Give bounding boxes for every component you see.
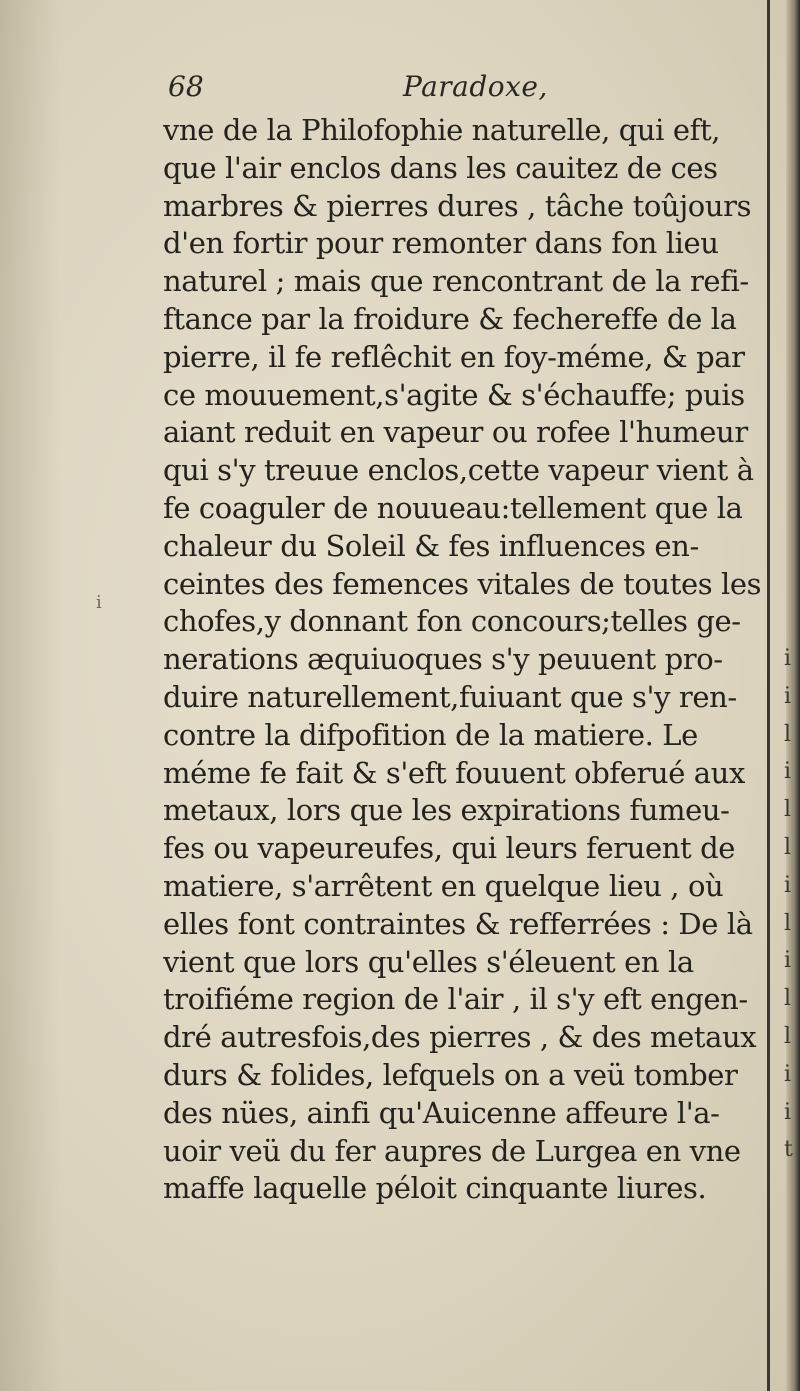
- text-line: maffe laquelle péloit cinquante liures.: [163, 1171, 707, 1206]
- text-line: duire naturellement,fuiuant que s'y ren-: [163, 679, 737, 714]
- facing-page-fragment: t: [784, 1137, 793, 1163]
- facing-page-fragment: i: [784, 759, 792, 785]
- body-text: [163, 112, 777, 1208]
- facing-page-fragment: l: [784, 834, 792, 860]
- text-line: chofes,y donnant fon concours;telles ge-: [163, 604, 741, 639]
- text-line: d'en fortir pour remonter dans fon lieu: [163, 226, 719, 261]
- facing-page-fragment: l: [784, 986, 792, 1012]
- facing-page-fragment: i: [784, 1061, 792, 1087]
- text-line: matiere, s'arrêtent en quelque lieu , où: [163, 868, 724, 903]
- text-line: chaleur du Soleil & fes influences en-: [163, 528, 699, 563]
- text-line: méme fe fait & s'eft fouuent obferué aux: [163, 755, 745, 790]
- page-number: 68: [168, 70, 204, 103]
- facing-page-fragment: i: [784, 872, 792, 898]
- facing-page-fragments: [784, 640, 798, 1169]
- facing-page-fragment: l: [784, 910, 792, 936]
- text-line: uoir veü du fer aupres de Lurgea en vne: [163, 1133, 741, 1168]
- text-line: troifiéme region de l'air , il s'y eft engen-: [163, 982, 748, 1017]
- text-line: aiant reduit en vapeur ou rofee l'humeur: [163, 415, 748, 450]
- facing-page-fragment: i: [784, 683, 792, 709]
- text-line: des nües, ainfi qu'Auicenne affeure l'a-: [163, 1095, 720, 1130]
- page-shadow: [0, 0, 60, 1391]
- text-line: durs & folides, lefquels on a veü tomber: [163, 1057, 738, 1092]
- text-line: dré autresfois,des pierres , & des metaux: [163, 1020, 757, 1055]
- text-line: vient que lors qu'elles s'éleuent en la: [163, 944, 694, 979]
- text-line: ftance par la froidure & fechereffe de la: [163, 301, 737, 336]
- text-line: ceintes des femences vitales de toutes les: [163, 566, 762, 601]
- facing-page-fragment: i: [784, 948, 792, 974]
- text-line: marbres & pierres dures , tâche toûjours: [163, 188, 752, 223]
- text-line: elles font contraintes & refferrées : De là: [163, 906, 753, 941]
- text-line: que l'air enclos dans les cauitez de ces: [163, 150, 718, 185]
- running-title: Paradoxe,: [403, 70, 548, 103]
- text-line: nerations æquiuoques s'y peuuent pro-: [163, 642, 723, 677]
- facing-page-fragment: l: [784, 721, 792, 747]
- facing-page-fragment: i: [784, 1099, 792, 1125]
- text-line: ce mouuement,s'agite & s'échauffe; puis: [163, 377, 745, 412]
- facing-page-fragment: l: [784, 1023, 792, 1049]
- facing-page-fragment: i: [784, 646, 792, 671]
- text-line: contre la difpofition de la matiere. Le: [163, 717, 698, 752]
- text-line: fes ou vapeureufes, qui leurs feruent de: [163, 831, 736, 866]
- text-line: pierre, il fe reflêchit en foy-méme, & par: [163, 339, 745, 374]
- text-line: metaux, lors que les expirations fumeu-: [163, 793, 730, 828]
- page-header: [168, 70, 768, 110]
- text-line: vne de la Philofophie naturelle, qui eft,: [163, 113, 721, 147]
- text-line: fe coaguler de nouueau:tellement que la: [163, 490, 743, 525]
- facing-page-fragment: l: [784, 797, 792, 823]
- text-line: naturel ; mais que rencontrant de la refi-: [163, 264, 749, 299]
- left-margin-mark: i: [96, 592, 102, 613]
- text-line: qui s'y treuue enclos,cette vapeur vient à: [163, 453, 754, 488]
